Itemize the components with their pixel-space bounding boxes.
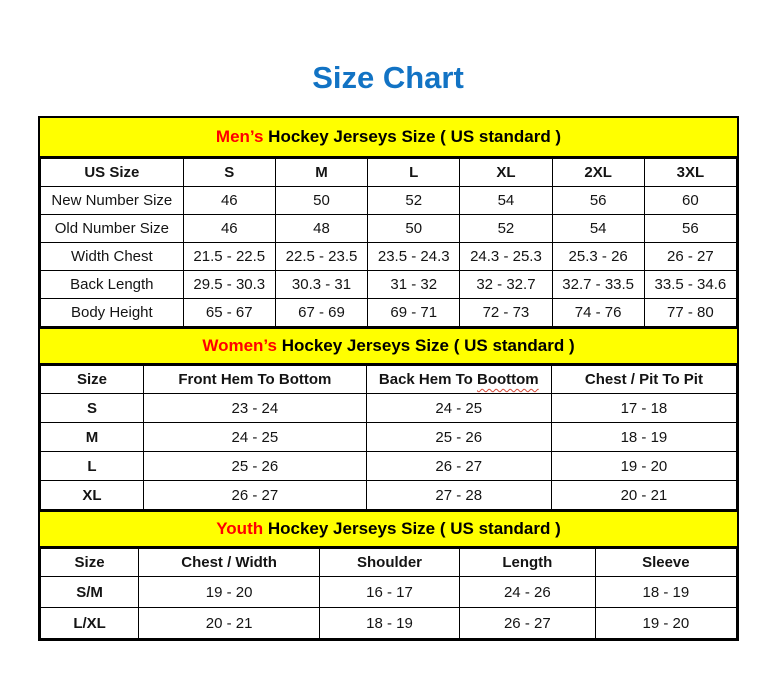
size-value-cell: 56 xyxy=(552,187,644,215)
size-value-cell: 25.3 - 26 xyxy=(552,243,644,271)
womens-col-header: Size xyxy=(41,366,144,394)
youth-header-row xyxy=(41,549,737,577)
size-value-cell: 33.5 - 34.6 xyxy=(644,271,736,299)
size-value-cell: 48 xyxy=(275,215,367,243)
size-value-cell: 18 - 19 xyxy=(595,577,736,608)
size-value-cell: 22.5 - 23.5 xyxy=(275,243,367,271)
size-value-cell: 72 - 73 xyxy=(460,299,552,327)
mens-col-header: 2XL xyxy=(552,159,644,187)
size-value-cell: 54 xyxy=(552,215,644,243)
size-value-cell: 46 xyxy=(183,215,275,243)
size-value-cell: 29.5 - 30.3 xyxy=(183,271,275,299)
mens-col-header: M xyxy=(275,159,367,187)
youth-col-header: Length xyxy=(459,549,595,577)
mens-header-row xyxy=(41,159,737,187)
womens-col-header xyxy=(366,366,551,394)
size-label: L xyxy=(41,452,144,481)
size-value-cell: 50 xyxy=(368,215,460,243)
size-value-cell: 17 - 18 xyxy=(551,394,736,423)
table-row xyxy=(41,577,737,608)
womens-size-table xyxy=(40,365,737,510)
table-row xyxy=(41,481,737,510)
womens-banner-text: Hockey Jerseys Size ( US standard ) xyxy=(276,336,575,355)
size-value-cell: 25 - 26 xyxy=(366,423,551,452)
size-label: XL xyxy=(41,481,144,510)
size-value-cell: 23 - 24 xyxy=(144,394,367,423)
page-title: Size Chart xyxy=(312,60,464,95)
youth-size-table xyxy=(40,548,737,639)
womens-col-header: Front Hem To Bottom xyxy=(144,366,367,394)
youth-section-banner xyxy=(40,510,737,548)
mens-banner-highlight: Men’s xyxy=(215,127,264,146)
table-row xyxy=(41,423,737,452)
size-value-cell: 65 - 67 xyxy=(183,299,275,327)
size-value-cell: 21.5 - 22.5 xyxy=(183,243,275,271)
table-row xyxy=(41,215,737,243)
youth-banner-highlight: Youth xyxy=(216,519,264,538)
size-value-cell: 19 - 20 xyxy=(551,452,736,481)
size-value-cell: 26 - 27 xyxy=(644,243,736,271)
size-chart-block xyxy=(38,116,739,641)
size-value-cell: 20 - 21 xyxy=(551,481,736,510)
womens-section-banner xyxy=(40,327,737,365)
size-value-cell: 60 xyxy=(644,187,736,215)
row-label: New Number Size xyxy=(41,187,184,215)
size-value-cell: 24 - 26 xyxy=(459,577,595,608)
womens-section xyxy=(40,327,737,510)
mens-col-header: 3XL xyxy=(644,159,736,187)
table-row xyxy=(41,299,737,327)
size-value-cell: 26 - 27 xyxy=(459,608,595,639)
size-label: S/M xyxy=(41,577,139,608)
youth-col-header: Sleeve xyxy=(595,549,736,577)
size-value-cell: 16 - 17 xyxy=(320,577,460,608)
youth-banner-text: Hockey Jerseys Size ( US standard ) xyxy=(263,519,561,538)
size-label: S xyxy=(41,394,144,423)
size-value-cell: 32 - 32.7 xyxy=(460,271,552,299)
size-value-cell: 31 - 32 xyxy=(368,271,460,299)
size-label: M xyxy=(41,423,144,452)
row-label: Width Chest xyxy=(41,243,184,271)
misspelled-word: Boottom xyxy=(477,371,539,388)
table-row xyxy=(41,271,737,299)
size-label: L/XL xyxy=(41,608,139,639)
womens-col-header: Chest / Pit To Pit xyxy=(551,366,736,394)
table-row xyxy=(41,394,737,423)
size-value-cell: 30.3 - 31 xyxy=(275,271,367,299)
row-label: Back Length xyxy=(41,271,184,299)
mens-banner-text: Hockey Jerseys Size ( US standard ) xyxy=(263,127,562,146)
table-row xyxy=(41,608,737,639)
mens-section-banner xyxy=(40,118,737,158)
size-value-cell: 19 - 20 xyxy=(595,608,736,639)
mens-col-header: L xyxy=(368,159,460,187)
mens-section xyxy=(40,118,737,327)
youth-col-header: Chest / Width xyxy=(139,549,320,577)
size-value-cell: 69 - 71 xyxy=(368,299,460,327)
youth-col-header: Shoulder xyxy=(320,549,460,577)
size-value-cell: 50 xyxy=(275,187,367,215)
size-value-cell: 56 xyxy=(644,215,736,243)
mens-col-header: XL xyxy=(460,159,552,187)
table-row xyxy=(41,187,737,215)
size-value-cell: 20 - 21 xyxy=(139,608,320,639)
size-value-cell: 24.3 - 25.3 xyxy=(460,243,552,271)
size-value-cell: 74 - 76 xyxy=(552,299,644,327)
size-value-cell: 18 - 19 xyxy=(551,423,736,452)
size-value-cell: 23.5 - 24.3 xyxy=(368,243,460,271)
size-value-cell: 18 - 19 xyxy=(320,608,460,639)
youth-section xyxy=(40,510,737,639)
youth-col-header: Size xyxy=(41,549,139,577)
size-value-cell: 67 - 69 xyxy=(275,299,367,327)
table-row xyxy=(41,452,737,481)
size-value-cell: 25 - 26 xyxy=(144,452,367,481)
size-value-cell: 26 - 27 xyxy=(366,452,551,481)
womens-banner-highlight: Women’s xyxy=(202,336,277,355)
size-value-cell: 27 - 28 xyxy=(366,481,551,510)
row-label: Old Number Size xyxy=(41,215,184,243)
size-value-cell: 77 - 80 xyxy=(644,299,736,327)
womens-header-row xyxy=(41,366,737,394)
size-value-cell: 26 - 27 xyxy=(144,481,367,510)
size-value-cell: 52 xyxy=(460,215,552,243)
size-value-cell: 24 - 25 xyxy=(144,423,367,452)
mens-col-header: S xyxy=(183,159,275,187)
size-value-cell: 19 - 20 xyxy=(139,577,320,608)
mens-col-header: US Size xyxy=(41,159,184,187)
row-label: Body Height xyxy=(41,299,184,327)
size-value-cell: 54 xyxy=(460,187,552,215)
size-value-cell: 52 xyxy=(368,187,460,215)
size-value-cell: 32.7 - 33.5 xyxy=(552,271,644,299)
womens-col-header-prefix: Back Hem To xyxy=(378,371,477,388)
size-value-cell: 24 - 25 xyxy=(366,394,551,423)
size-value-cell: 46 xyxy=(183,187,275,215)
table-row xyxy=(41,243,737,271)
mens-size-table xyxy=(40,158,737,327)
